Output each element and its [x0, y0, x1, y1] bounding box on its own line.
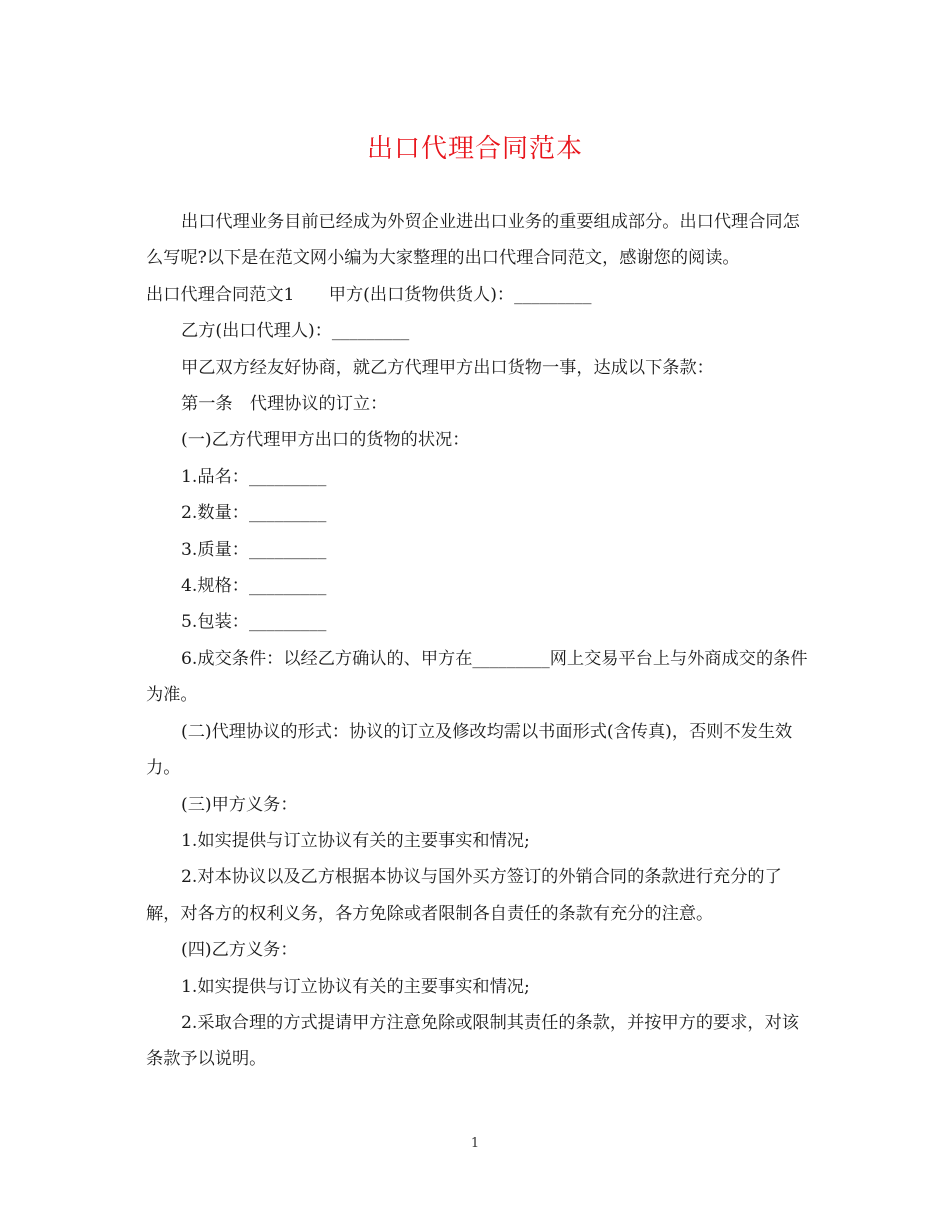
item-quantity: 2.数量：_________ [181, 503, 327, 524]
article-one-heading: 第一条 代理协议的订立： [181, 394, 388, 415]
item-specification: 4.规格：_________ [181, 576, 327, 597]
item-quality: 3.质量：_________ [181, 539, 327, 560]
section-one-heading: (一)乙方代理甲方出口的货物的状况： [181, 430, 470, 451]
party-a-duty-1: 1.如实提供与订立协议有关的主要事实和情况; [181, 830, 530, 851]
item-product-name: 1.品名：_________ [181, 466, 327, 487]
section-four-heading: (四)乙方义务： [181, 940, 298, 961]
party-b-duty-2: 2.采取合理的方式提请甲方注意免除或限制其责任的条款，并按甲方的要求，对该条款予以说明。 [146, 1012, 799, 1070]
contract-heading-party-a: 出口代理合同范文1 甲方(出口货物供货人)：_________ [146, 284, 592, 305]
agreement-intro: 甲乙双方经友好协商，就乙方代理甲方出口货物一事，达成以下条款： [181, 357, 714, 378]
party-b-duty-1: 1.如实提供与订立协议有关的主要事实和情况; [181, 976, 530, 997]
page-number: 1 [470, 1136, 480, 1151]
item-packaging: 5.包装：_________ [181, 612, 327, 633]
party-a-duty-2: 2.对本协议以及乙方根据本协议与国外买方签订的外销合同的条款进行充分的了解，对各方的权利义务，各方免除或者限制各自责任的条款有充分的注意。 [146, 867, 782, 924]
item-transaction-terms: 6.成交条件：以经乙方确认的、甲方在_________网上交易平台上与外商成交的条件为准。 [146, 648, 808, 706]
document-body [146, 204, 810, 1078]
document-title: 出口代理合同范本 [366, 134, 583, 164]
intro-paragraph: 出口代理业务目前已经成为外贸企业进出口业务的重要组成部分。出口代理合同怎么写呢?以下是在范文网小编为大家整理的出口代理合同范文，感谢您的阅读。 [146, 212, 800, 269]
section-three-heading: (三)甲方义务： [181, 794, 298, 815]
section-two-form: (二)代理协议的形式：协议的订立及修改均需以书面形式(含传真)，否则不发生效力。 [146, 721, 793, 779]
party-b-line: 乙方(出口代理人)：_________ [181, 321, 410, 342]
